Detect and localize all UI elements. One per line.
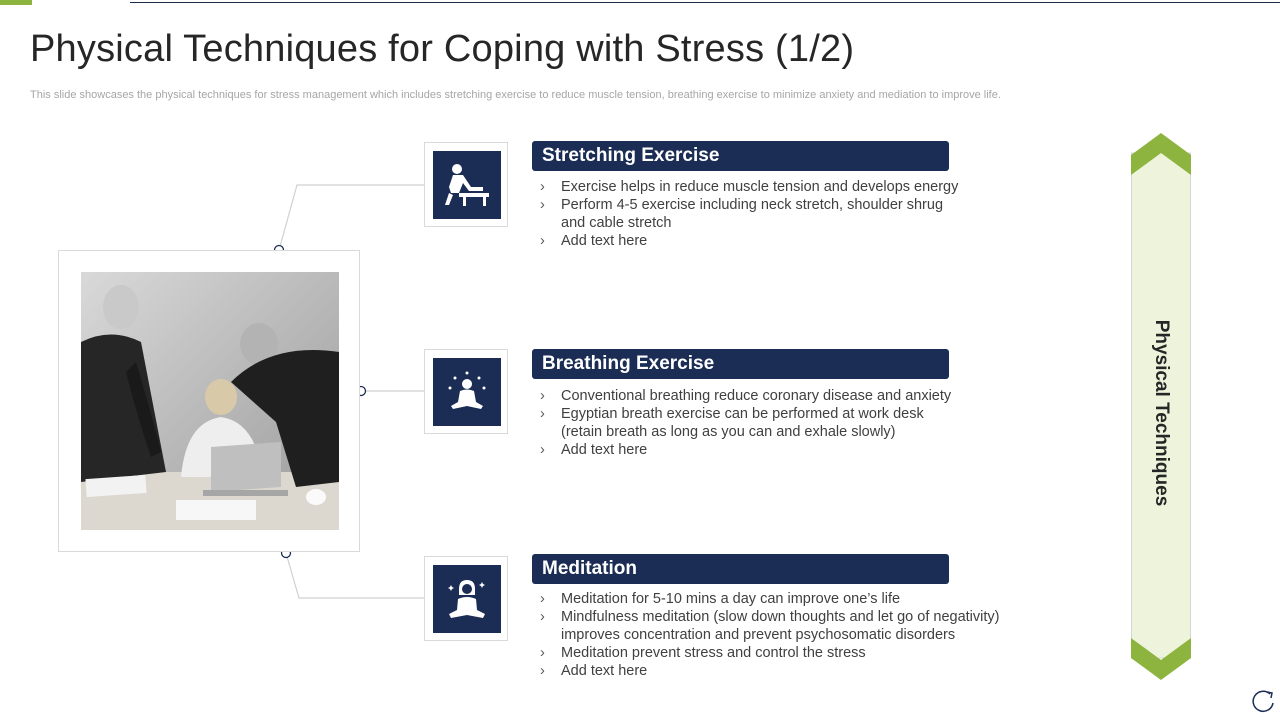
meditation-icon-box <box>424 556 508 641</box>
stretching-icon-box <box>424 142 508 227</box>
connector-top <box>279 185 424 250</box>
chevron-right-icon: › <box>540 197 545 213</box>
chevron-right-icon: › <box>540 609 545 625</box>
page-title: Physical Techniques for Coping with Stress (1/2) <box>30 28 855 70</box>
chevron-right-icon: › <box>540 644 545 661</box>
chevron-right-icon: › <box>540 232 545 249</box>
refresh-icon[interactable] <box>1250 689 1276 715</box>
page-subtitle: This slide showcases the physical techniques for stress management which includes stretching exercise to reduce muscle tension, breathing exercise to minimize anxiety and mediation to improve life. <box>30 89 1001 101</box>
list-item: › Mindfulness meditation (slow down thoughts and let go of negativity) improves concentration and prevent psychosomatic disorders <box>540 609 1000 643</box>
meditation-bullet-list <box>540 591 1031 681</box>
chevron-right-icon: › <box>540 441 545 458</box>
list-item: › Egyptian breath exercise can be performed at work desk (retain breath as long as you can and exhale slowly) <box>540 406 924 440</box>
list-item: › Conventional breathing reduce coronary disease and anxiety <box>540 388 952 404</box>
chevron-right-icon: › <box>540 406 545 422</box>
section-heading-meditation: Meditation <box>532 554 949 584</box>
list-item: › Add text here <box>540 232 648 249</box>
breathing-bullet-list <box>540 388 1031 460</box>
chevron-right-icon: › <box>540 179 545 195</box>
list-item: › Add text here <box>540 441 648 458</box>
photo-frame <box>58 250 360 552</box>
stretching-icon <box>443 163 491 207</box>
stressed-office-photo <box>81 272 339 530</box>
chevron-right-icon: › <box>540 662 545 679</box>
section-heading-stretching: Stretching Exercise <box>532 141 949 171</box>
stretching-bullet-list <box>540 179 1031 251</box>
chevron-right-icon: › <box>540 388 545 404</box>
list-item: › Meditation for 5-10 mins a day can improve one’s life <box>540 591 901 607</box>
breathing-icon-box <box>424 349 508 434</box>
list-item: › Exercise helps in reduce muscle tension and develops energy <box>540 179 959 195</box>
breathing-icon <box>445 370 489 414</box>
section-heading-breathing: Breathing Exercise <box>532 349 949 379</box>
chevron-right-icon: › <box>540 591 545 607</box>
connector-bottom <box>286 553 424 598</box>
meditation-icon <box>445 577 489 621</box>
list-item: › Add text here <box>540 662 648 679</box>
list-item: › Perform 4-5 exercise including neck stretch, shoulder shrug and cable stretch <box>540 197 944 231</box>
list-item: › Meditation prevent stress and control the stress <box>540 644 866 661</box>
side-panel-label: Physical Techniques <box>1151 319 1172 507</box>
